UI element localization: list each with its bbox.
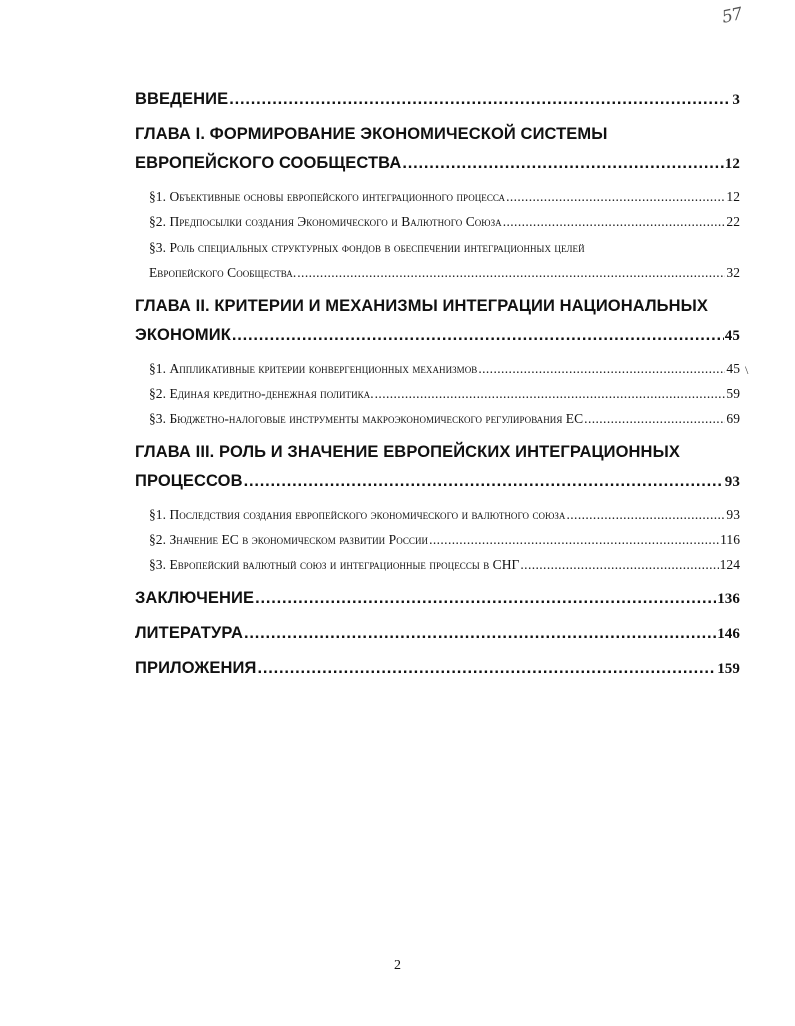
toc-entry-title: §2. Предпосылки создания Экономического и Валютного Союза: [149, 214, 502, 229]
dot-leader: [244, 624, 716, 643]
dot-leader: [297, 265, 725, 281]
toc-entry-title: §2. Значение ЕС в экономическом развитии России: [149, 532, 429, 547]
toc-entry-title: §2. Единая кредитно-денежная политика.: [149, 386, 374, 401]
toc-entry-page: 22: [726, 214, 740, 229]
toc-chapter-3-title-line1[interactable]: ГЛАВА III. РОЛЬ И ЗНАЧЕНИЕ ЕВРОПЕЙСКИХ ИНТЕГРАЦИОННЫХ: [135, 443, 680, 461]
toc-entry-page: 93: [724, 474, 740, 490]
toc-entry-title: ПРОЦЕССОВ: [135, 472, 243, 490]
toc-entry-section-2-3[interactable]: [149, 411, 740, 427]
handwritten-page-mark: 57: [720, 4, 744, 28]
toc-entry-page: 45: [726, 361, 740, 376]
toc-entry-page: 12: [724, 156, 740, 172]
dot-leader: [255, 589, 716, 608]
toc-entry-section-3-3[interactable]: [149, 557, 740, 573]
toc-section-1-3-line1[interactable]: §3. Роль специальных структурных фондов в обеспечении интеграционных целей: [149, 240, 585, 255]
toc-entry-title: ПРИЛОЖЕНИЯ: [135, 659, 257, 677]
toc-entry-section-1-3[interactable]: [149, 265, 740, 281]
toc-entry-page: 159: [717, 661, 740, 677]
toc-entry-page: 3: [732, 92, 740, 108]
toc-entry-section-3-2[interactable]: [149, 532, 740, 548]
toc-entry-page: 146: [717, 626, 740, 642]
toc-entry-title: ЛИТЕРАТУРА: [135, 624, 243, 642]
toc-entry-section-1-2[interactable]: [149, 214, 740, 230]
toc-entry-title: Европейского Сообщества.: [149, 265, 297, 280]
toc-entry-title: §1. Объективные основы европейского интеграционного процесса: [149, 189, 506, 204]
dot-leader: [244, 472, 724, 491]
dot-leader: [429, 532, 719, 548]
toc-entry-page: 32: [726, 265, 740, 280]
dot-leader: [506, 189, 725, 205]
toc-entry-introduction[interactable]: [135, 90, 740, 109]
toc-entry-section-2-2[interactable]: [149, 386, 740, 402]
dot-leader: [257, 659, 716, 678]
toc-entry-title: §1. Аппликативные критерии конвергенционных механизмов: [149, 361, 478, 376]
toc-entry-chapter-3[interactable]: [135, 472, 740, 491]
page-number: 2: [394, 958, 401, 973]
toc-chapter-1-title-line1[interactable]: ГЛАВА I. ФОРМИРОВАНИЕ ЭКОНОМИЧЕСКОЙ СИСТЕМЫ: [135, 125, 608, 143]
toc-entry-title: ЕВРОПЕЙСКОГО СООБЩЕСТВА: [135, 154, 402, 172]
dot-leader: [402, 154, 723, 173]
toc-entry-page: 136: [717, 591, 740, 607]
toc-entry-title: ВВЕДЕНИЕ: [135, 90, 229, 108]
toc-chapter-2-title-line1[interactable]: ГЛАВА II. КРИТЕРИИ И МЕХАНИЗМЫ ИНТЕГРАЦИИ НАЦИОНАЛЬНЫХ: [135, 297, 708, 315]
toc-entry-section-3-1[interactable]: [149, 507, 740, 523]
toc-entry-title: ЗАКЛЮЧЕНИЕ: [135, 589, 255, 607]
toc-entry-chapter-1[interactable]: [135, 154, 740, 173]
toc-entry-section-2-1[interactable]: [149, 361, 740, 377]
toc-entry-page: 45: [724, 328, 740, 344]
toc-entry-page: 12: [726, 189, 740, 204]
toc-entry-page: 59: [726, 386, 740, 401]
toc-entry-title: §3. Бюджетно-налоговые инструменты макроэкономического регулирования ЕС: [149, 411, 584, 426]
toc-entry-title: §3. Европейский валютный союз и интеграционные процессы в СНГ: [149, 557, 520, 572]
dot-leader: [503, 214, 726, 230]
toc-entry-page: 124: [719, 557, 740, 572]
toc-entry-page: 116: [720, 532, 740, 547]
toc-entry-title: ЭКОНОМИК: [135, 326, 231, 344]
dot-leader: [375, 386, 726, 402]
margin-tick-mark: \: [745, 363, 749, 377]
toc-entry-appendices[interactable]: [135, 659, 740, 678]
toc-entry-title: §1. Последствия создания европейского экономического и валютного союза: [149, 507, 566, 522]
dot-leader: [567, 507, 726, 523]
toc-entry-literature[interactable]: [135, 624, 740, 643]
dot-leader: [478, 361, 725, 377]
dot-leader: [520, 557, 718, 573]
dot-leader: [232, 326, 724, 345]
toc-entry-chapter-2[interactable]: [135, 326, 740, 345]
toc-entry-page: 93: [726, 507, 740, 522]
toc-entry-section-1-1[interactable]: [149, 189, 740, 205]
toc-entry-page: 69: [726, 411, 740, 426]
dot-leader: [584, 411, 725, 427]
dot-leader: [229, 90, 731, 109]
toc-entry-conclusion[interactable]: [135, 589, 740, 608]
